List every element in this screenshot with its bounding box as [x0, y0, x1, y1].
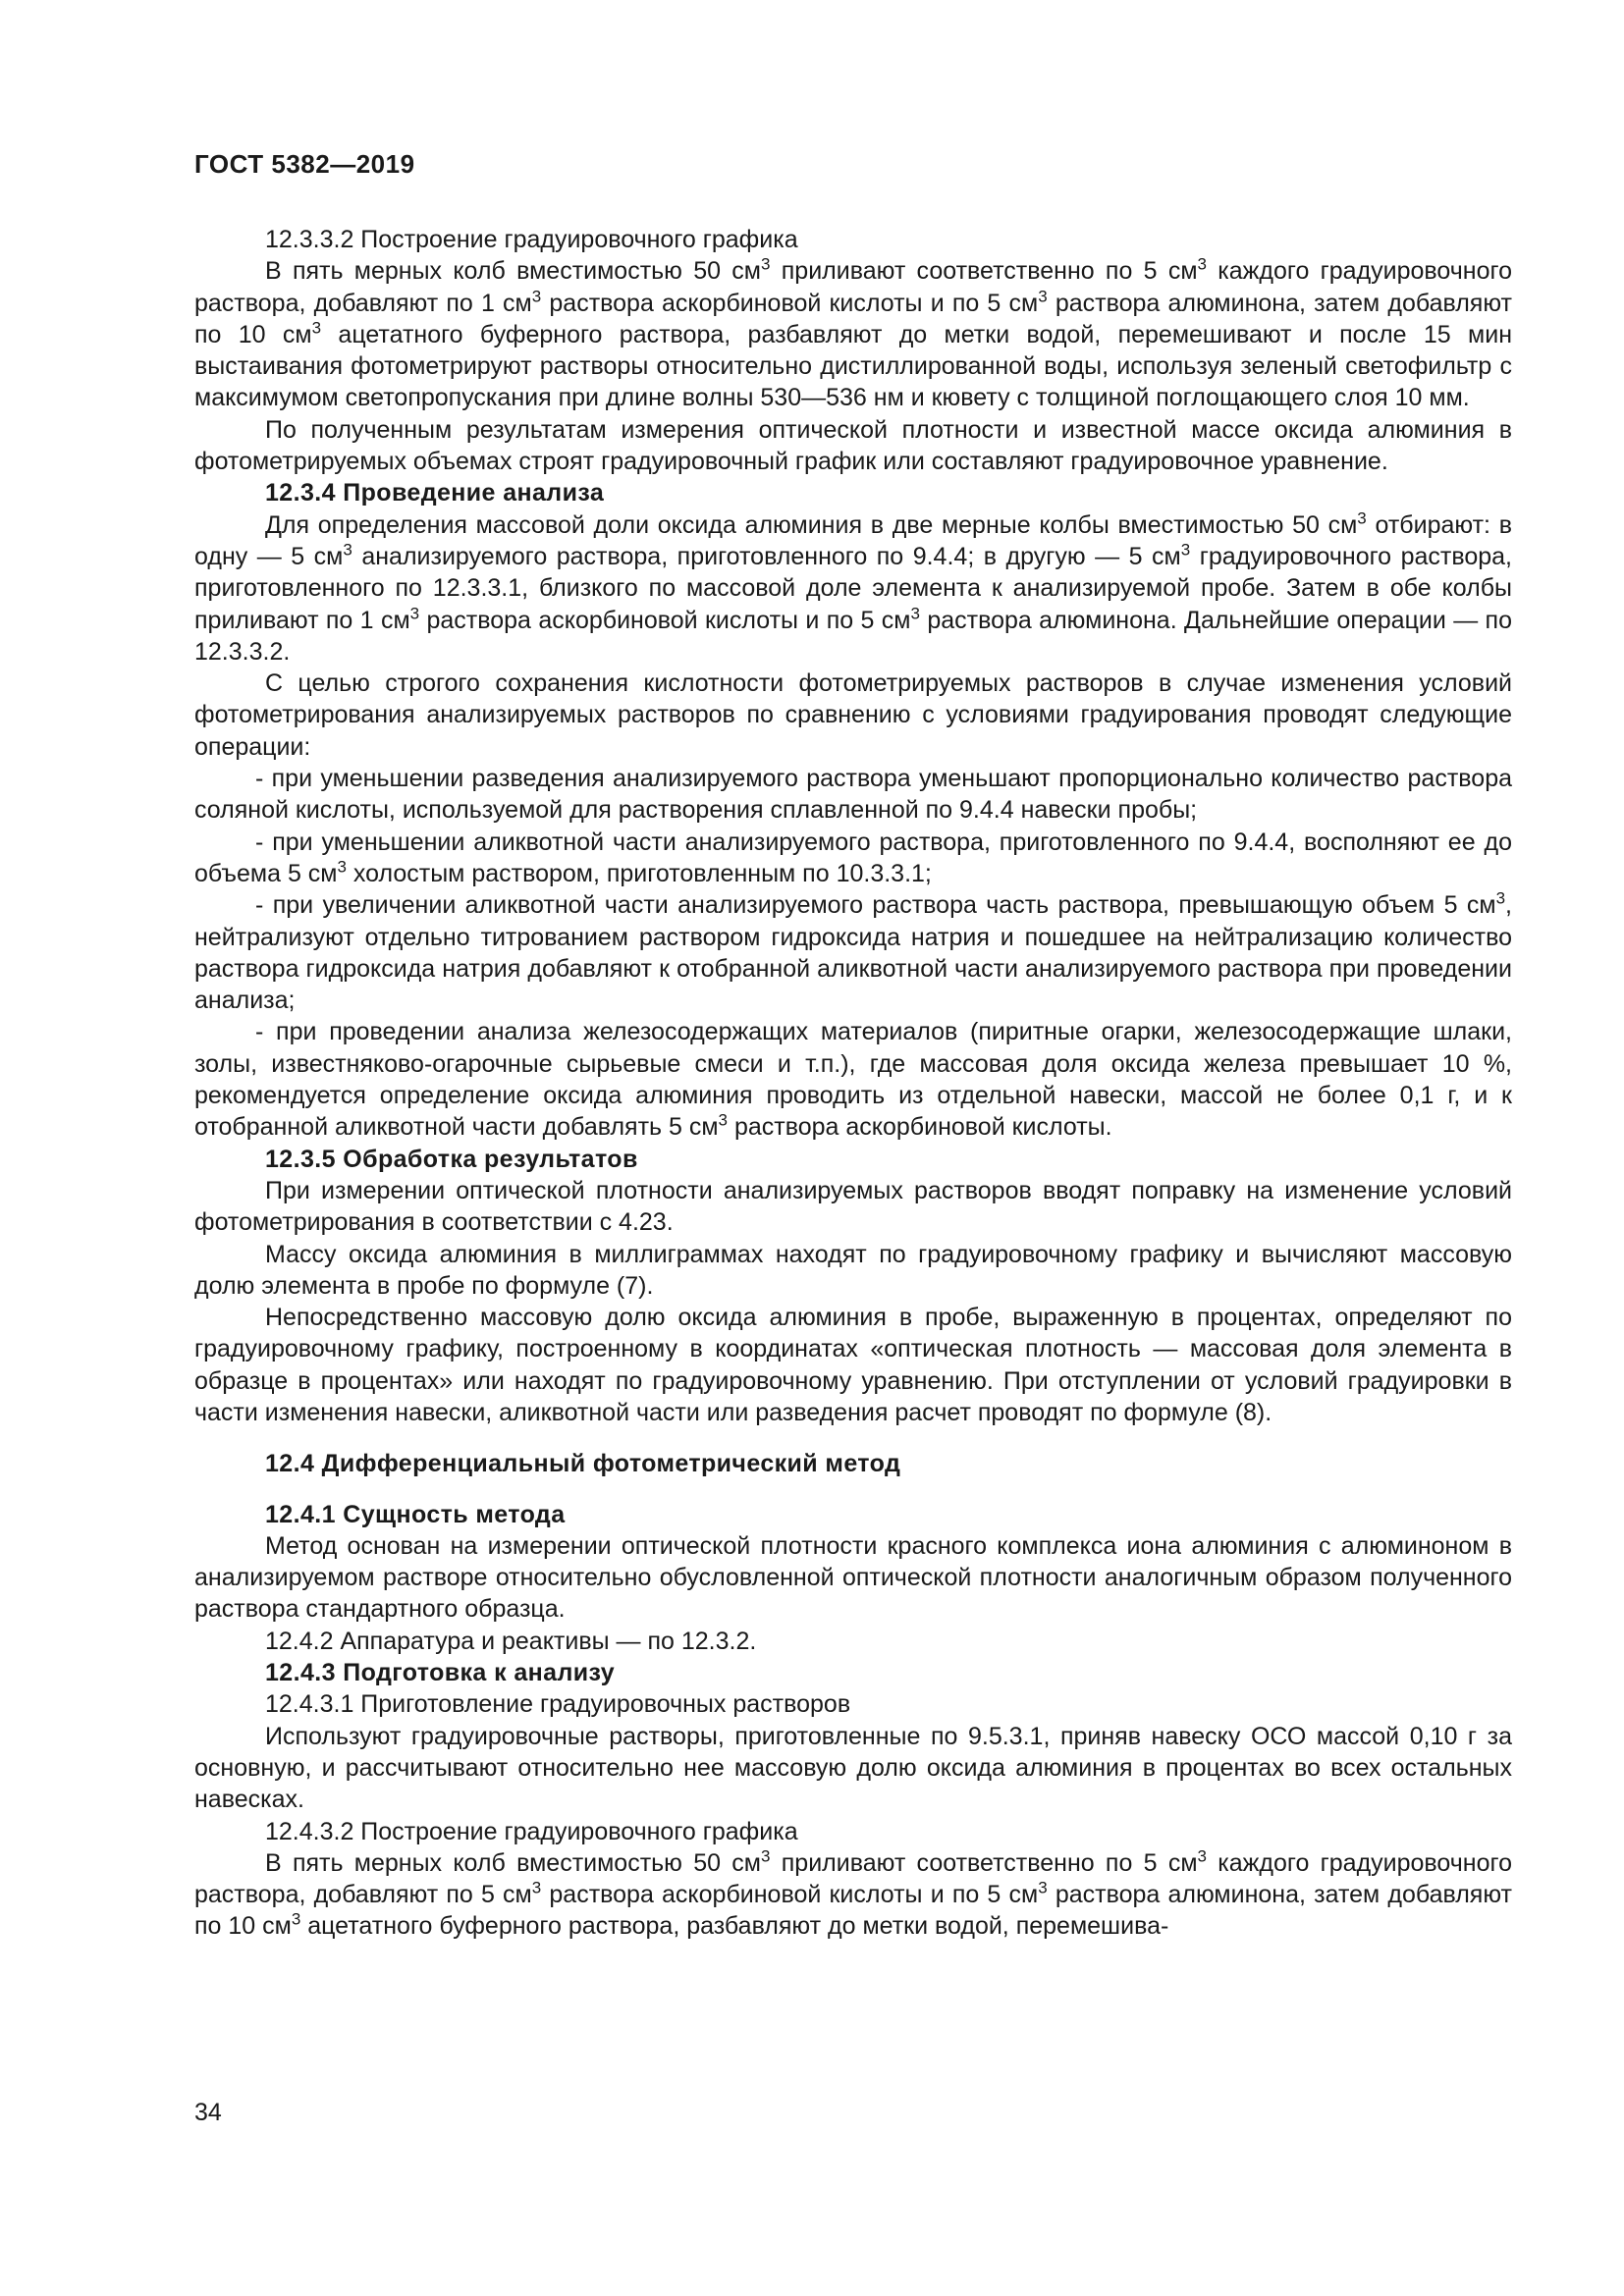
- body-paragraph: 12.4.2 Аппаратура и реактивы — по 12.3.2.: [265, 1627, 757, 1655]
- body-paragraph: Непосредственно массовую долю оксида алюминия в пробе, выраженную в процентах, определяют по градуировочному графику, построенному в координатах «оптическая плотность — массовая доля элемента в образце в процентах» или находят по градуировочному уравнению. При отступлении от условий градуировки в части изменения навески, аликвотной части или разведения расчет проводят по формуле (8).: [194, 1304, 1512, 1426]
- body-paragraph: По полученным результатам измерения оптической плотности и известной массе оксида алюминия в фотометрируемых объемах строят градуировочный график или составляют градуировочное уравнение.: [194, 415, 1512, 476]
- body-paragraph: Используют градуировочные растворы, приготовленные по 9.5.3.1, приняв навеску ОСО массой 0,10 г за основную, и рассчитывают относительно нее массовую долю оксида алюминия в процентах во всех остальных навесках.: [194, 1722, 1512, 1814]
- section-heading: 12.4.3 Подготовка к анализу: [265, 1659, 616, 1687]
- body-paragraph: 12.4.3.1 Приготовление градуировочных растворов: [265, 1690, 851, 1719]
- list-item: - при уменьшении аликвотной части анализируемого раствора, приготовленного по 9.4.4, восполняют ее до объема 5 $см^3$ холостым раствором, приготовленным по 10.3.3.1;: [194, 828, 1512, 887]
- body-paragraph: Метод основан на измерении оптической плотности красного комплекса иона алюминия с алюминоном в анализируемом растворе относительно обусловленной оптической плотности аналогичным образом полученного раствора стандартного образца.: [194, 1531, 1512, 1624]
- section-heading: 12.3.5 Обработка результатов: [265, 1145, 638, 1173]
- body-paragraph: С целью строгого сохранения кислотности фотометрируемых растворов в случае изменения условий фотометрирования анализируемых растворов по сравнению с условиями градуирования проводят следующие операции:: [194, 669, 1512, 761]
- section-heading: 12.3.4 Проведение анализа: [265, 479, 605, 507]
- list-item: - при уменьшении разведения анализируемого раствора уменьшают пропорционально количество раствора соляной кислоты, используемой для растворения сплавленной по 9.4.4 навески пробы;: [194, 765, 1512, 825]
- body-paragraph: Массу оксида алюминия в миллиграммах находят по градуировочному графику и вычисляют массовую долю элемента в пробе по формуле (7).: [194, 1240, 1512, 1300]
- section-title: 12.4 Дифференциальный фотометрический метод: [265, 1450, 901, 1478]
- section-heading: 12.4.1 Сущность метода: [265, 1500, 566, 1528]
- standard-header: ГОСТ 5382—2019: [194, 149, 415, 179]
- body-paragraph: Для определения массовой доли оксида алюминия в две мерные колбы вместимостью 50 $см^3$ отбирают: в одну — 5 $см^3$ анализируемого раствора, приготовленного по 9.4.4; в другую — 5 $см^3$ градуировочного раствора, приготовленного по 12.3.3.1, близкого по массовой доле элемента к анализируемой пробе. Затем в обе колбы приливают по 1 $см^3$ раствора аскорбиновой кислоты и по 5 $см^3$ раствора алюминона. Дальнейшие операции — по 12.3.3.2.: [194, 508, 1513, 666]
- body-paragraph: 12.3.3.2 Построение градуировочного графика: [265, 226, 798, 253]
- list-item: - при увеличении аликвотной части анализируемого раствора часть раствора, превышающую объем 5 $см^3$, нейтрализуют отдельно титрованием раствором гидроксида натрия и пошедшее на нейтрализацию количество раствора гидроксида натрия добавляют к отобранной аликвотной части анализируемого раствора при проведении анализа;: [194, 888, 1512, 1015]
- page-number: 34: [194, 2099, 222, 2126]
- body-paragraph: В пять мерных колб вместимостью 50 $см^3$ приливают соответственно по 5 $см^3$ каждого градуировочного раствора, добавляют по 5 $см^3$ раствора аскорбиновой кислоты и по 5 $см^3$ раствора алюминона, затем добавляют по 10 $см^3$ ацетатного буферного раствора, разбавляют до метки водой, перемешива-: [194, 1846, 1512, 1941]
- body-paragraph: 12.4.3.2 Построение градуировочного графика: [265, 1817, 798, 1845]
- body-paragraph: В пять мерных колб вместимостью 50 $см^3$ приливают соответственно по 5 $см^3$ каждого градуировочного раствора, добавляют по 1 $см^3$ раствора аскорбиновой кислоты и по 5 $см^3$ раствора алюминона, затем добавляют по 10 $см^3$ ацетатного буферного раствора, разбавляют до метки водой, перемешивают и после 15 мин выстаивания фотометрируют растворы относительно дистиллированной воды, используя зеленый светофильтр с максимумом светопропускания при длине волны 530—536 нм и кювету с толщиной поглощающего слоя 10 мм.: [194, 254, 1512, 412]
- list-item: - при проведении анализа железосодержащих материалов (пиритные огарки, железосодержащие шлаки, золы, известняково-огарочные сырьевые смеси и т.п.), где массовая доля оксида железа превышает 10 %, рекомендуется определение оксида алюминия проводить из отдельной навески, массой не более 0,1 г, и к отобранной аликвотной части добавлять 5 $см^3$ раствора аскорбиновой кислоты.: [194, 1018, 1512, 1142]
- body-paragraph: При измерении оптической плотности анализируемых растворов вводят поправку на изменение условий фотометрирования в соответствии с 4.23.: [194, 1176, 1512, 1237]
- document-body: [194, 224, 1512, 1943]
